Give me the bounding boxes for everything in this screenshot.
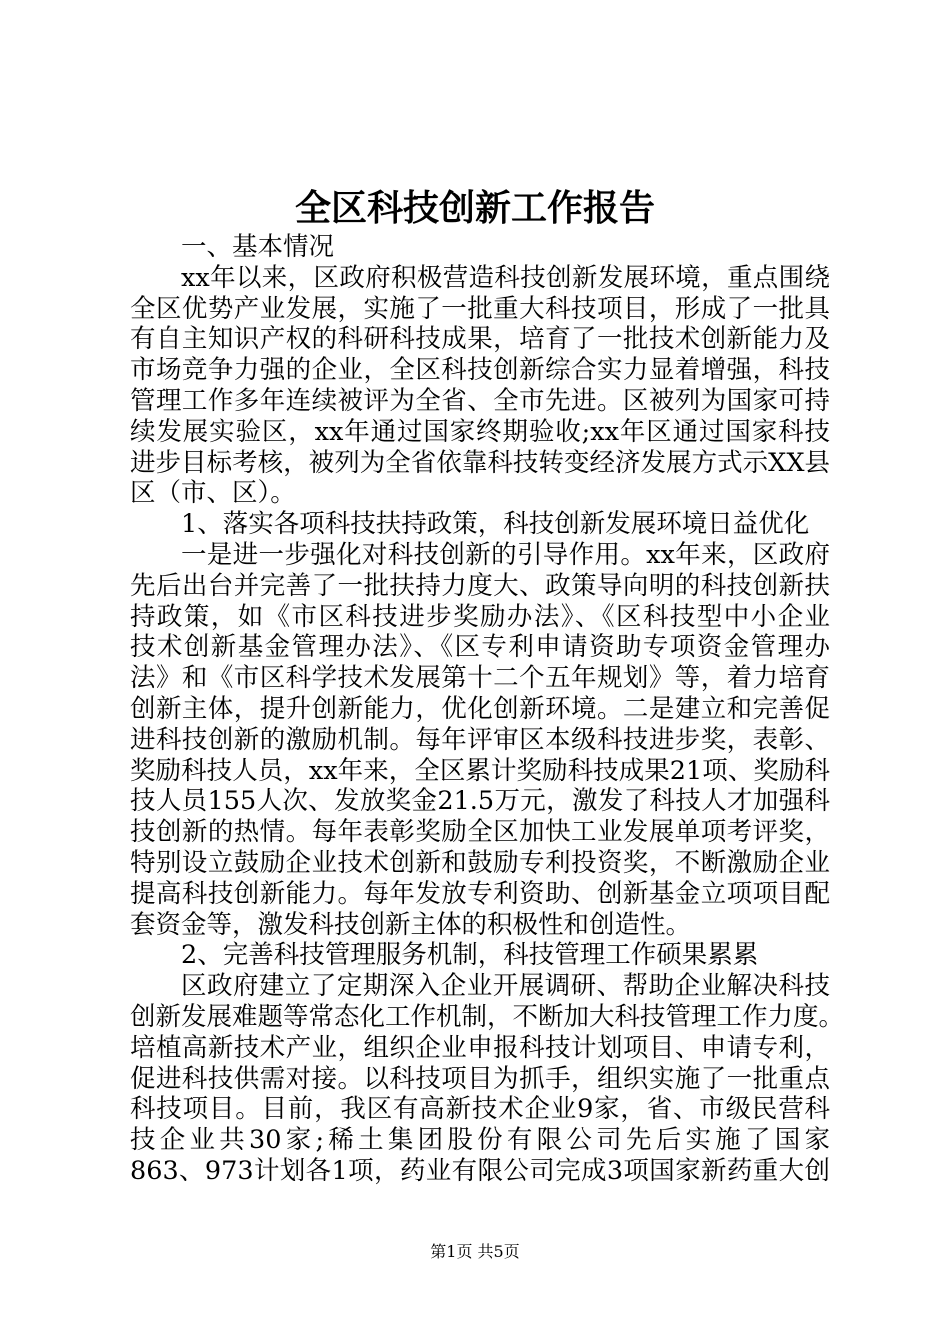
text-line: xx年以来，区政府积极营造科技创新发展环境，重点围绕 [181,262,830,293]
text-line: 奖励科技人员，xx年来，全区累计奖励科技成果21项、奖励科 [130,755,830,786]
text-line: 技企业共30家;稀土集团股份有限公司先后实施了国家 [130,1125,830,1156]
text-line: 有自主知识产权的科研科技成果，培育了一批技术创新能力及 [130,324,830,355]
text-line: 先后出台并完善了一批扶持力度大、政策导向明的科技创新扶 [130,570,830,601]
text-line: 技创新的热情。每年表彰奖励全区加快工业发展单项考评奖， [130,817,830,848]
text-line: 技人员155人次、发放奖金21.5万元，激发了科技人才加强科 [130,786,830,817]
text-line: 全区优势产业发展，实施了一批重大科技项目，形成了一批具 [130,293,830,324]
text-line: 科技项目。目前，我区有高新技术企业9家，省、市级民营科 [130,1094,830,1125]
text-line: 持政策，如《市区科技进步奖励办法》、《区科技型中小企业 [130,601,830,632]
text-line: 管理工作多年连续被评为全省、全市先进。区被列为国家可持 [130,385,830,416]
text-line: 进科技创新的激励机制。每年评审区本级科技进步奖，表彰、 [130,724,830,755]
text-line: 863、973计划各1项，药业有限公司完成3项国家新药重大创 [130,1155,830,1186]
text-line: 提高科技创新能力。每年发放专利资助、创新基金立项项目配 [130,878,830,909]
text-line: 法》和《市区科学技术发展第十二个五年规划》等，着力培育 [130,663,830,694]
document-body [130,232,845,1187]
text-line: 区（市、区）。 [130,478,296,509]
text-line: 创新主体，提升创新能力，优化创新环境。二是建立和完善促 [130,693,830,724]
text-line: 一、基本情况 [181,232,335,262]
document-title: 全区科技创新工作报告 [294,188,655,229]
text-line: 一是进一步强化对科技创新的引导作用。xx年来，区政府 [181,539,830,570]
text-line: 1、落实各项科技扶持政策，科技创新发展环境日益优化 [181,509,810,540]
text-line: 创新发展难题等常态化工作机制，不断加大科技管理工作力度。 [130,1001,845,1032]
text-line: 培植高新技术产业，组织企业申报科技计划项目、申请专利， [130,1032,830,1063]
page-footer: 第1页 共5页 [430,1242,520,1261]
text-line: 促进科技供需对接。以科技项目为抓手，组织实施了一批重点 [130,1063,830,1094]
text-line: 2、完善科技管理服务机制，科技管理工作硕果累累 [181,940,759,971]
text-line: 技术创新基金管理办法》、《区专利申请资助专项资金管理办 [130,632,830,663]
text-line: 套资金等，激发科技创新主体的积极性和创造性。 [130,909,692,940]
text-line: 进步目标考核，被列为全省依靠科技转变经济发展方式示XX县 [130,447,830,478]
text-line: 续发展实验区，xx年通过国家终期验收;xx年区通过国家科技 [130,416,830,447]
text-line: 特别设立鼓励企业技术创新和鼓励专利投资奖，不断激励企业 [130,847,830,878]
text-line: 市场竞争力强的企业，全区科技创新综合实力显着增强，科技 [130,355,830,386]
text-line: 区政府建立了定期深入企业开展调研、帮助企业解决科技 [181,971,830,1002]
